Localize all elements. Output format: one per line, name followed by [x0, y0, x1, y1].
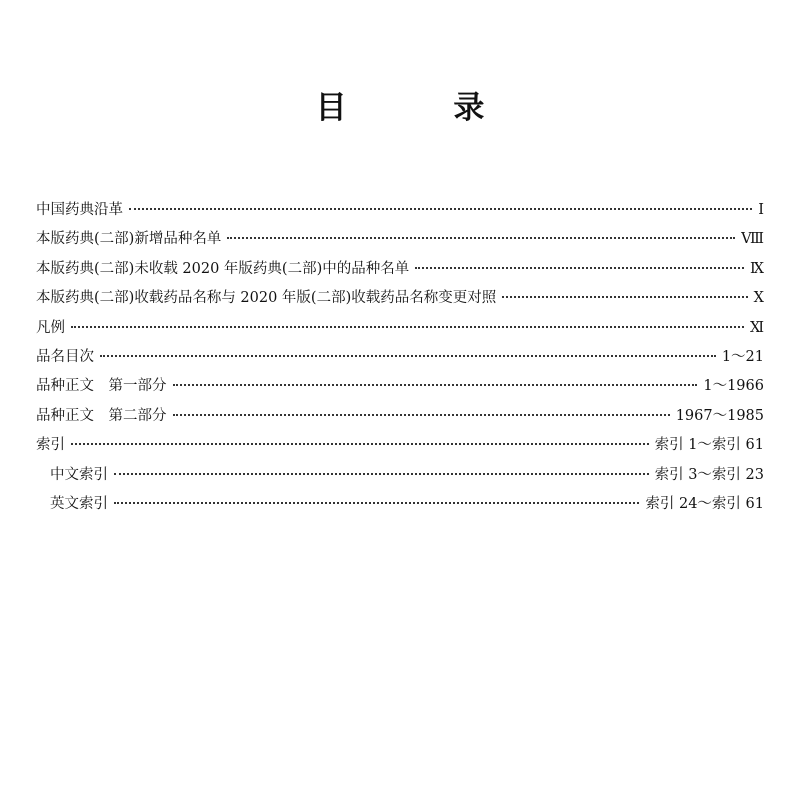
toc-subentry[interactable]: [36, 463, 764, 492]
toc-entry-page: 1～1966: [703, 378, 764, 395]
dot-leader: [71, 326, 744, 328]
toc-entry[interactable]: [36, 316, 764, 345]
dot-leader: [129, 208, 752, 210]
toc-entry-label: 中国药典沿革: [36, 202, 123, 218]
toc-entry-label: 本版药典(二部)新增品种名单: [36, 231, 222, 248]
toc-entry-page: Ⅺ: [749, 319, 764, 336]
dot-leader: [502, 296, 747, 298]
dot-leader: [114, 502, 639, 504]
dot-leader: [227, 237, 735, 239]
table-of-contents: [36, 198, 764, 521]
page-title: 目 录: [315, 90, 533, 126]
toc-entry-label: 索引: [36, 437, 65, 454]
toc-entry[interactable]: [36, 404, 764, 433]
toc-entry-page: Ⅹ: [753, 290, 764, 307]
toc-entry[interactable]: [36, 257, 764, 286]
toc-entry[interactable]: [36, 345, 764, 374]
toc-entry[interactable]: [36, 227, 764, 256]
toc-entry-page: 索引 1～索引 61: [654, 437, 764, 454]
toc-entry-page: Ⅰ: [758, 202, 764, 218]
toc-entry-label: 品种正文 第二部分: [36, 407, 167, 424]
dot-leader: [173, 384, 698, 386]
toc-entry-page: Ⅷ: [741, 231, 764, 248]
toc-entry-label: 本版药典(二部)未收载 2020 年版药典(二部)中的品种名单: [36, 260, 410, 277]
toc-entry-page: 1967～1985: [675, 407, 764, 424]
dot-leader: [71, 443, 649, 445]
toc-entry-label: 英文索引: [50, 495, 108, 512]
toc-entry-page: 索引 3～索引 23: [654, 466, 764, 483]
toc-entry-label: 凡例: [36, 319, 65, 336]
dot-leader: [173, 414, 670, 416]
toc-entry[interactable]: [36, 374, 764, 403]
toc-entry-page: Ⅸ: [750, 260, 764, 277]
toc-entry-label: 品名目次: [36, 348, 94, 365]
toc-subentry[interactable]: [36, 492, 764, 521]
dot-leader: [114, 473, 649, 475]
toc-entry[interactable]: [36, 198, 764, 227]
dot-leader: [100, 355, 716, 357]
toc-entry-label: 中文索引: [50, 466, 108, 483]
toc-entry-label: 本版药典(二部)收载药品名称与 2020 年版(二部)收载药品名称变更对照: [36, 290, 497, 307]
toc-entry-page: 索引 24～索引 61: [645, 495, 764, 512]
toc-entry[interactable]: [36, 433, 764, 462]
toc-entry-page: 1～21: [721, 348, 764, 365]
toc-entry[interactable]: [36, 286, 764, 315]
dot-leader: [415, 267, 744, 269]
toc-entry-label: 品种正文 第一部分: [36, 378, 167, 395]
